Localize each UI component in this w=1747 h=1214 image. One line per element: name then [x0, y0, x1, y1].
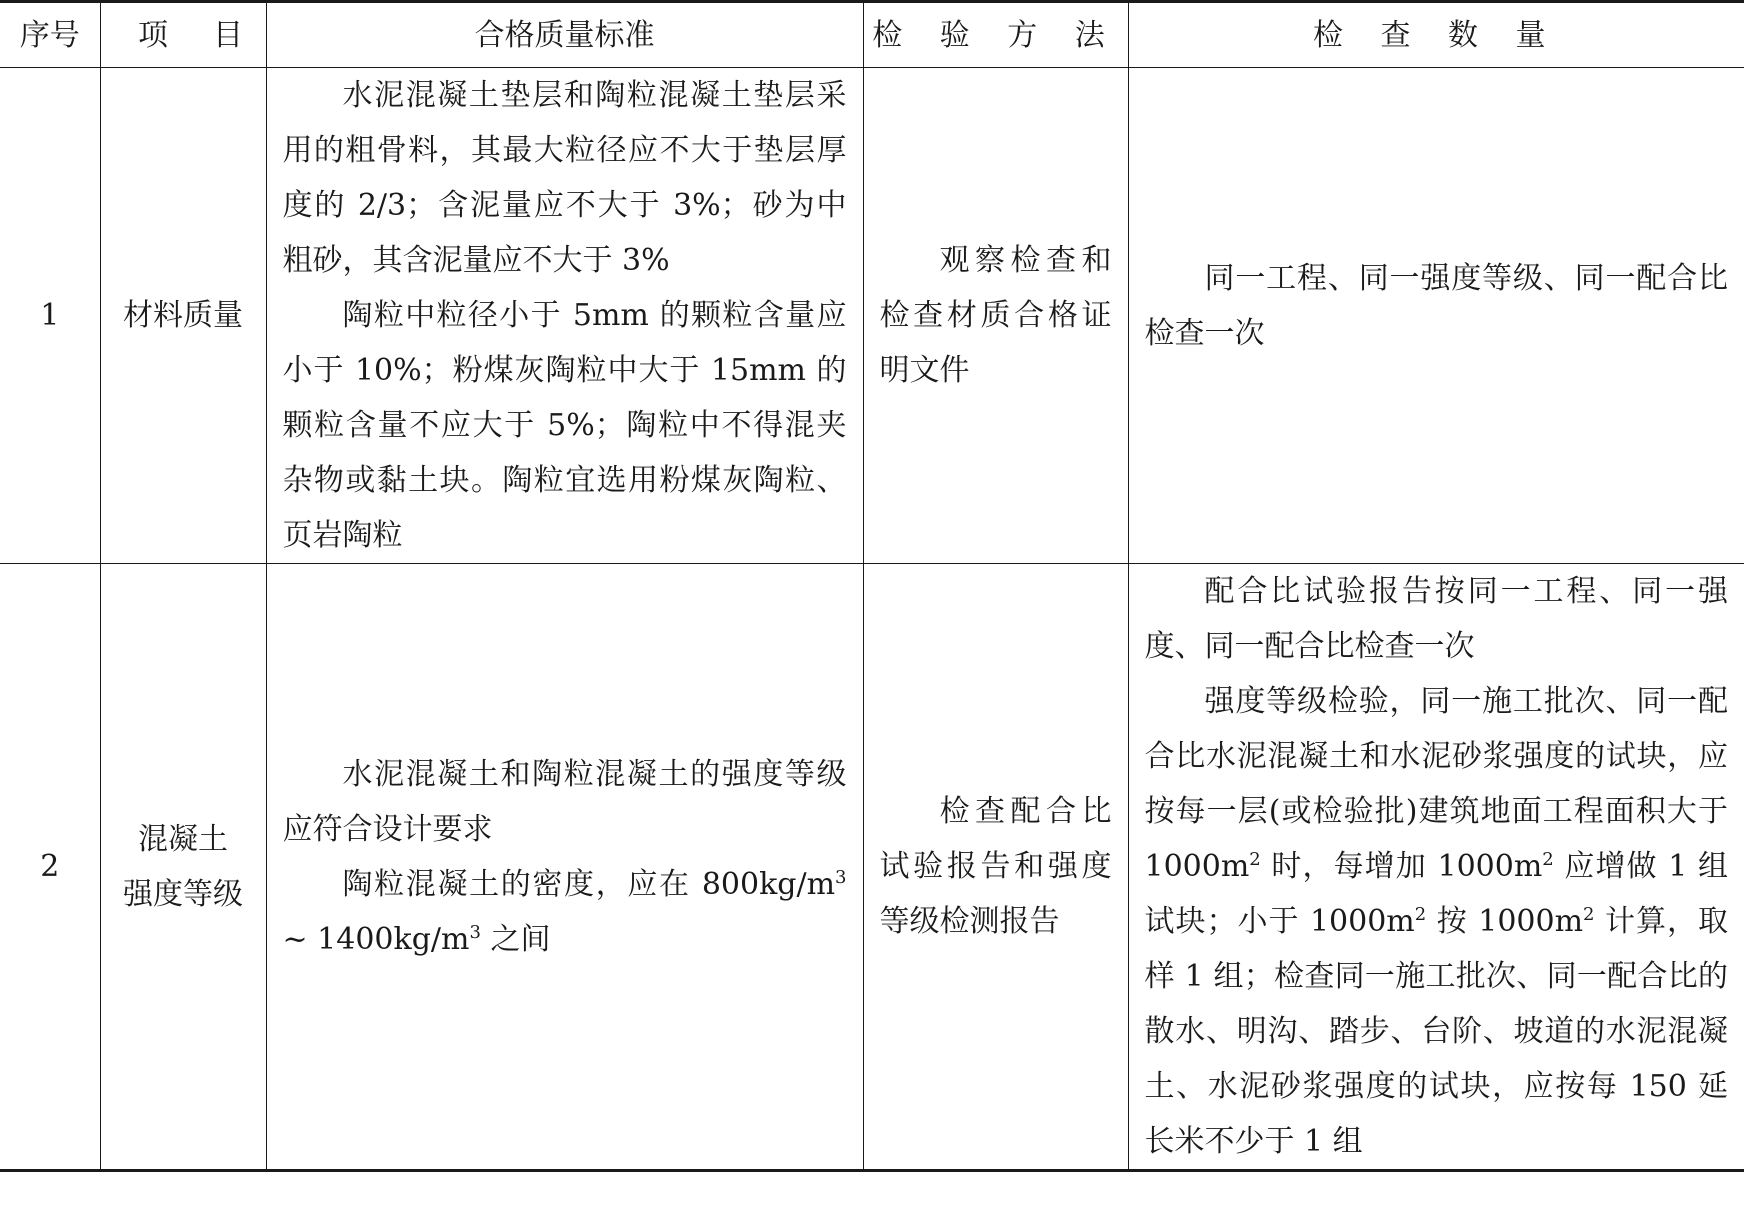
quantity-text: 应增做 1 组试块；小于 1000m: [1144, 849, 1728, 939]
standard-text: 之间: [480, 921, 551, 957]
header-item: [100, 2, 266, 68]
standard-paragraph: 陶粒中粒径小于 5mm 的颗粒含量应小于 10%；粉煤灰陶粒中大于 15mm 的颗粒含量不应大于 5%；陶粒中不得混夹杂物或黏土块。陶粒宜选用粉煤灰陶粒、页岩陶粒: [282, 298, 847, 553]
standard-paragraph: [283, 857, 847, 967]
row-no: 2: [0, 564, 100, 1171]
row-standard: [266, 564, 863, 1171]
superscript: 2: [1414, 904, 1427, 925]
quantity-text: 计算，取样 1 组；检查同一施工批次、同一配合比的散水、明沟、踏步、台阶、坡道的水泥混凝土、水泥砂浆强度的试块，应按每 150 延长米不少于 1 组: [1144, 904, 1728, 1159]
superscript: 2: [1249, 849, 1261, 870]
method-text: 观察检查和检查材质合格证明文件: [879, 243, 1112, 388]
quantity-text: 同一工程、同一强度等级、同一配合比检查一次: [1144, 260, 1728, 351]
superscript: 3: [469, 921, 481, 943]
header-item-char-1: 项: [138, 17, 168, 53]
row-method: [863, 68, 1128, 564]
row-standard: [266, 68, 863, 564]
header-item-char-2: 目: [213, 17, 243, 53]
table-row: [0, 68, 1744, 564]
quantity-paragraph: 配合比试验报告按同一工程、同一强度、同一配合比检查一次: [1144, 574, 1728, 664]
header-no: 序号: [0, 2, 100, 68]
standard-paragraph: 水泥混凝土垫层和陶粒混凝土垫层采用的粗骨料，其最大粒径应不大于垫层厚度的 2/3；含泥量应不大于 3%；砂为中粗砂，其含泥量应不大于 3%: [282, 78, 847, 278]
header-standard: 合格质量标准: [266, 2, 863, 68]
superscript: 2: [1583, 904, 1595, 925]
quantity-text: 强度等级检验，同一施工批次、同一配合比水泥混凝土和水泥砂浆强度的试块，应按每一层(或检验批)建筑地面工程面积大于 1000m: [1144, 684, 1728, 884]
quantity-paragraph: [1145, 674, 1729, 1169]
superscript: 3: [835, 866, 847, 888]
table-header-row: [0, 2, 1744, 68]
quantity-text: 按 1000m: [1426, 904, 1584, 939]
table-row: [0, 564, 1744, 1171]
quantity-text: 时，每增加 1000m: [1260, 849, 1543, 884]
method-text: 检查配合比试验报告和强度等级检测报告: [879, 794, 1112, 939]
header-quantity: 检 查 数 量: [1128, 2, 1744, 68]
row-no: 1: [0, 68, 100, 564]
superscript: 2: [1542, 849, 1554, 870]
row-item-line: 混凝土: [138, 821, 228, 857]
row-item: [100, 564, 266, 1171]
standard-text: 陶粒混凝土的密度，应在 800kg/m: [342, 866, 836, 902]
row-method: [863, 564, 1128, 1171]
row-item-line: 强度等级: [123, 876, 243, 912]
row-quantity: [1128, 564, 1744, 1171]
standard-text: ~ 1400kg/m: [282, 921, 470, 957]
standard-paragraph: 水泥混凝土和陶粒混凝土的强度等级应符合设计要求: [282, 756, 847, 847]
row-quantity: [1128, 68, 1744, 564]
header-method: 检 验 方 法: [863, 2, 1128, 68]
row-item: 材料质量: [100, 68, 266, 564]
